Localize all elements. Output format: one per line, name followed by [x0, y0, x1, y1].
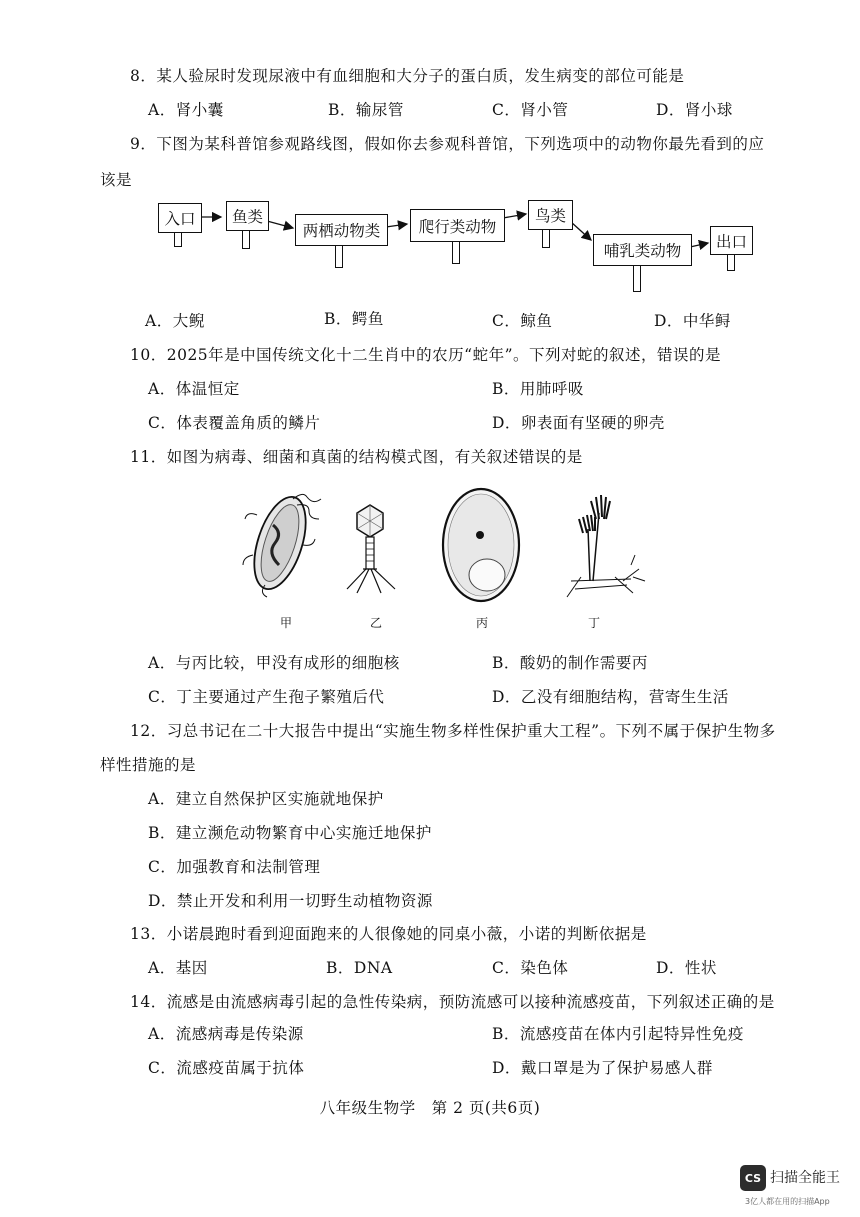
route-sign-reptile: 爬行类动物 [410, 209, 505, 242]
microbe-figure [235, 485, 655, 615]
q8-option-a: A．肾小囊 [148, 101, 224, 119]
q11-option-a: A．与丙比较，甲没有成形的细胞核 [148, 654, 400, 672]
q10-option-b: B．用肺呼吸 [492, 380, 584, 398]
q14-option-c: C．流感疫苗属于抗体 [148, 1059, 305, 1077]
route-sign-bird: 鸟类 [528, 200, 573, 230]
q9-option-a: A．大鲵 [145, 312, 205, 330]
sign-post-reptile [452, 239, 460, 264]
q8-option-c: C．肾小管 [492, 101, 569, 119]
q12-option-c: C．加强教育和法制管理 [148, 858, 321, 876]
sign-post-mammal [633, 263, 641, 292]
figure-label-ding: 丁 [588, 616, 601, 630]
q12-option-a: A．建立自然保护区实施就地保护 [148, 790, 384, 808]
scanner-app-name: 扫描全能王 [770, 1170, 840, 1186]
route-arrow-5 [571, 222, 591, 240]
question-9-stem-cont: 该是 [100, 171, 133, 189]
question-12-stem: 12．习总书记在二十大报告中提出“实施生物多样性保护重大工程”。下列不属于保护生物多 [130, 722, 776, 740]
figure-label-jia: 甲 [280, 616, 293, 630]
route-arrow-3 [386, 224, 407, 227]
q8-option-b: B．输尿管 [328, 101, 404, 119]
bacterium-illustration [243, 491, 321, 597]
q8-option-d: D．肾小球 [656, 101, 733, 119]
route-sign-exit: 出口 [710, 226, 753, 255]
question-11-stem: 11．如图为病毒、细菌和真菌的结构模式图，有关叙述错误的是 [130, 448, 583, 466]
question-9-stem: 9．下图为某科普馆参观路线图，假如你去参观科普馆，下列选项中的动物你最先看到的应 [130, 135, 765, 153]
q14-option-d: D．戴口罩是为了保护易感人群 [492, 1059, 713, 1077]
figure-label-bing: 丙 [476, 616, 489, 630]
sign-post-fish [242, 228, 250, 249]
route-sign-fish: 鱼类 [226, 201, 269, 231]
question-10-stem: 10．2025年是中国传统文化十二生肖中的农历“蛇年”。下列对蛇的叙述，错误的是 [130, 346, 722, 364]
route-sign-mammal: 哺乳类动物 [593, 234, 692, 266]
q12-option-d: D．禁止开发和利用一切野生动植物资源 [148, 892, 433, 910]
q10-option-a: A．体温恒定 [148, 380, 240, 398]
route-sign-amphibian: 两栖动物类 [295, 214, 388, 246]
page-footer: 八年级生物学 第 2 页(共6页) [319, 1099, 541, 1117]
question-13-stem: 13．小诺晨跑时看到迎面跑来的人很像她的同桌小薇，小诺的判断依据是 [130, 925, 647, 943]
route-arrow-2 [267, 221, 293, 228]
q11-option-c: C．丁主要通过产生孢子繁殖后代 [148, 688, 385, 706]
question-14-stem: 14．流感是由流感病毒引起的急性传染病，预防流感可以接种流感疫苗，下列叙述正确的是 [130, 993, 775, 1011]
q10-option-c: C．体表覆盖角质的鳞片 [148, 414, 321, 432]
q13-option-a: A．基因 [148, 959, 208, 977]
q13-option-c: C．染色体 [492, 959, 569, 977]
q12-option-b: B．建立濒危动物繁育中心实施迁地保护 [148, 824, 432, 842]
q9-option-d: D．中华鲟 [654, 312, 731, 330]
route-arrow-6 [690, 243, 708, 247]
figure-label-yi: 乙 [370, 616, 383, 630]
q14-option-b: B．流感疫苗在体内引起特异性免疫 [492, 1025, 744, 1043]
yeast-cell-illustration [443, 489, 519, 601]
question-12-stem-cont: 样性措施的是 [100, 756, 197, 774]
sign-post-amphibian [335, 243, 343, 268]
question-8-stem: 8．某人验尿时发现尿液中有血细胞和大分子的蛋白质，发生病变的部位可能是 [130, 67, 685, 85]
mold-illustration [567, 495, 645, 597]
q14-option-a: A．流感病毒是传染源 [148, 1025, 304, 1043]
q13-option-b: B．DNA [326, 959, 393, 977]
q9-option-c: C．鲸鱼 [492, 312, 553, 330]
route-arrow-4 [503, 214, 526, 218]
scanner-logo-icon: CS [740, 1165, 766, 1191]
q9-option-b: B．鳄鱼 [324, 310, 384, 328]
scanner-tagline: 3亿人都在用的扫描App [745, 1197, 830, 1206]
virus-illustration [347, 505, 395, 593]
q10-option-d: D．卵表面有坚硬的卵壳 [492, 414, 665, 432]
sign-post-bird [542, 227, 550, 248]
route-sign-entrance: 入口 [158, 203, 202, 233]
q11-option-d: D．乙没有细胞结构，营寄生生活 [492, 688, 729, 706]
q13-option-d: D．性状 [656, 959, 717, 977]
q11-option-b: B．酸奶的制作需要丙 [492, 654, 648, 672]
